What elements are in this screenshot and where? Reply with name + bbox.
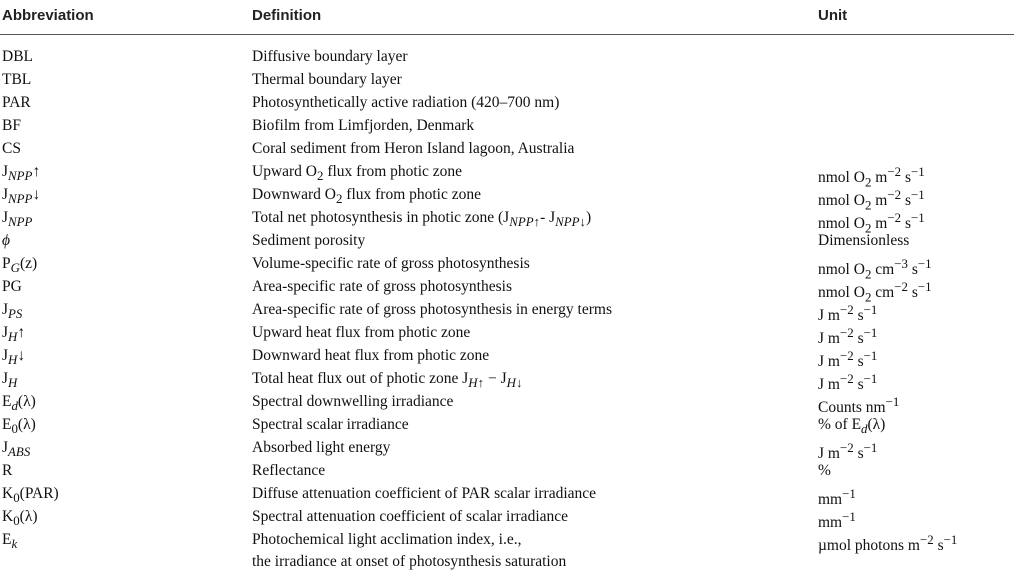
definition-text: Thermal boundary layer	[252, 71, 402, 88]
definition-cell	[252, 68, 402, 91]
abbreviation-cell: $J_{ABS}$	[2, 439, 31, 460]
abbreviation-cell: R	[2, 462, 13, 479]
abbreviation-cell: $P_G(z)$	[2, 255, 38, 276]
definition-text: Photochemical light acclimation index, i.e.,	[252, 531, 522, 548]
abbreviation-cell: $J_H$	[2, 370, 18, 391]
unit-cell: %	[818, 462, 831, 479]
header-definition: Definition	[252, 7, 322, 24]
definition-text: Spectral downwelling irradiance	[252, 393, 454, 410]
unit-cell: $mm^{-1}$	[818, 486, 856, 509]
abbreviation-cell: $K_0(PAR)$	[2, 485, 59, 506]
abbreviation-cell: DBL	[2, 48, 33, 65]
abbreviation-cell: PAR	[2, 94, 31, 111]
table-row	[0, 390, 1014, 417]
unit-cell: $mm^{-1}$	[818, 509, 856, 532]
definition-cell	[252, 137, 574, 160]
unit-cell: J $m^{-2}$ $s^{-1}$	[818, 325, 878, 348]
table-row	[0, 229, 1014, 252]
unit-cell: J $m^{-2}$ $s^{-1}$	[818, 371, 878, 394]
header-unit: Unit	[818, 7, 848, 24]
definition-cell	[252, 91, 559, 114]
table-row	[0, 459, 1014, 482]
abbreviation-cell: $E_0(\lambda)$	[2, 416, 36, 437]
definition-text: Volume-specific rate of gross photosynthesis	[252, 255, 530, 272]
unit-cell: Dimensionless	[818, 232, 910, 249]
abbreviation-cell: $E_d(\lambda)$	[2, 393, 36, 414]
header-abbreviation: Abbreviation	[2, 7, 94, 24]
definition-text: Diffusive boundary layer	[252, 48, 408, 65]
table-row	[0, 206, 1014, 236]
definition-cell	[252, 344, 489, 367]
table-row	[0, 528, 1014, 572]
definition-text: Biofilm from Limfjorden, Denmark	[252, 117, 475, 134]
unit-cell: nmol $O_2$ $m^{-2}$ $s^{-1}$	[818, 164, 925, 190]
table-row	[0, 183, 1014, 213]
abbreviation-cell: $J_H↑$	[2, 324, 26, 345]
definition-cell	[252, 505, 568, 528]
abbreviation-cell: $K_0(\lambda)$	[2, 508, 38, 529]
abbreviation-cell: $E_k$	[2, 531, 18, 552]
definition-text: Area-specific rate of gross photosynthesis	[252, 278, 512, 295]
definition-text: Absorbed light energy	[252, 439, 391, 456]
definition-cell	[252, 528, 566, 572]
definition-cell	[252, 45, 408, 68]
definition-cell	[252, 321, 470, 344]
unit-cell: µmol photons $m^{-2}$ $s^{-1}$	[818, 532, 958, 555]
unit-cell: J $m^{-2}$ $s^{-1}$	[818, 302, 878, 325]
definition-text: Downward $O_2$ flux from photic zone	[252, 186, 482, 207]
abbreviation-cell: $J_{NPP}↓$	[2, 186, 41, 207]
definition-cell	[252, 413, 409, 436]
abbreviation-cell: CS	[2, 140, 21, 157]
definition-cell	[252, 275, 512, 298]
abbreviation-cell: PG	[2, 278, 22, 295]
definition-text: Upward $O_2$ flux from photic zone	[252, 163, 463, 184]
definition-cell	[252, 482, 596, 505]
definition-text: Upward heat flux from photic zone	[252, 324, 471, 341]
table-row	[0, 114, 1014, 137]
definition-cell	[252, 114, 474, 137]
table-row	[0, 298, 1014, 325]
definition-text: Downward heat flux from photic zone	[252, 347, 490, 364]
abbreviation-cell: ϕ	[2, 232, 11, 249]
definition-text: Area-specific rate of gross photosynthesis in energy terms	[252, 301, 612, 318]
definition-cell	[252, 390, 453, 413]
definition-cell	[252, 436, 390, 459]
table-row	[0, 413, 1014, 436]
unit-cell: J $m^{-2}$ $s^{-1}$	[818, 440, 878, 463]
definition-text: Sediment porosity	[252, 232, 366, 249]
table-row	[0, 367, 1014, 394]
abbreviation-cell: $J_{NPP}↑$	[2, 163, 41, 184]
unit-cell: Counts $nm^{-1}$	[818, 394, 900, 417]
abbreviation-cell: $J_{NPP}$	[2, 209, 33, 230]
definition-text: Total heat flux out of photic zone $J_{H↑} - J_{H↓}$	[252, 370, 523, 391]
unit-cell: nmol $O_2$ $cm^{-3}$ $s^{-1}$	[818, 256, 932, 282]
unit-cell: % of $E_d(\lambda)$	[818, 416, 886, 437]
unit-cell: nmol $O_2$ $cm^{-2}$ $s^{-1}$	[818, 279, 932, 305]
table-row	[0, 505, 1014, 532]
definition-text: Reflectance	[252, 462, 326, 479]
definition-text: Spectral attenuation coefficient of scalar irradiance	[252, 508, 569, 525]
table-row	[0, 321, 1014, 348]
definition-text: Photosynthetically active radiation (420–700 nm)	[252, 94, 560, 111]
unit-cell: nmol $O_2$ $m^{-2}$ $s^{-1}$	[818, 187, 925, 213]
definition-text: Diffuse attenuation coefficient of PAR scalar irradiance	[252, 485, 597, 502]
abbreviation-cell: TBL	[2, 71, 32, 88]
definition-text: Coral sediment from Heron Island lagoon, Australia	[252, 140, 575, 157]
table-row	[0, 160, 1014, 190]
definition-text: Total net photosynthesis in photic zone ($J_{NPP↑}-$ $J_{NPP↓}$)	[252, 209, 592, 230]
table-row	[0, 275, 1014, 305]
table-row	[0, 91, 1014, 114]
abbreviation-cell: $J_H↓$	[2, 347, 26, 368]
definition-cell	[252, 298, 612, 321]
abbreviation-cell: BF	[2, 117, 21, 134]
unit-cell: J $m^{-2}$ $s^{-1}$	[818, 348, 878, 371]
definition-text-continued: the irradiance at onset of photosynthesis saturation	[252, 553, 567, 570]
table-row	[0, 344, 1014, 371]
definition-cell	[252, 252, 530, 275]
definition-cell	[252, 229, 365, 252]
table-row	[0, 45, 1014, 68]
table-row	[0, 68, 1014, 91]
table-header	[0, 0, 1014, 35]
table-row	[0, 252, 1014, 282]
table-body	[0, 45, 1014, 572]
unit-cell: nmol $O_2$ $m^{-2}$ $s^{-1}$	[818, 210, 925, 236]
definition-text: Spectral scalar irradiance	[252, 416, 409, 433]
table-row	[0, 436, 1014, 463]
table-row	[0, 137, 1014, 160]
abbreviation-cell: $J_{PS}$	[2, 301, 23, 322]
table-row	[0, 482, 1014, 509]
definition-cell	[252, 459, 325, 482]
